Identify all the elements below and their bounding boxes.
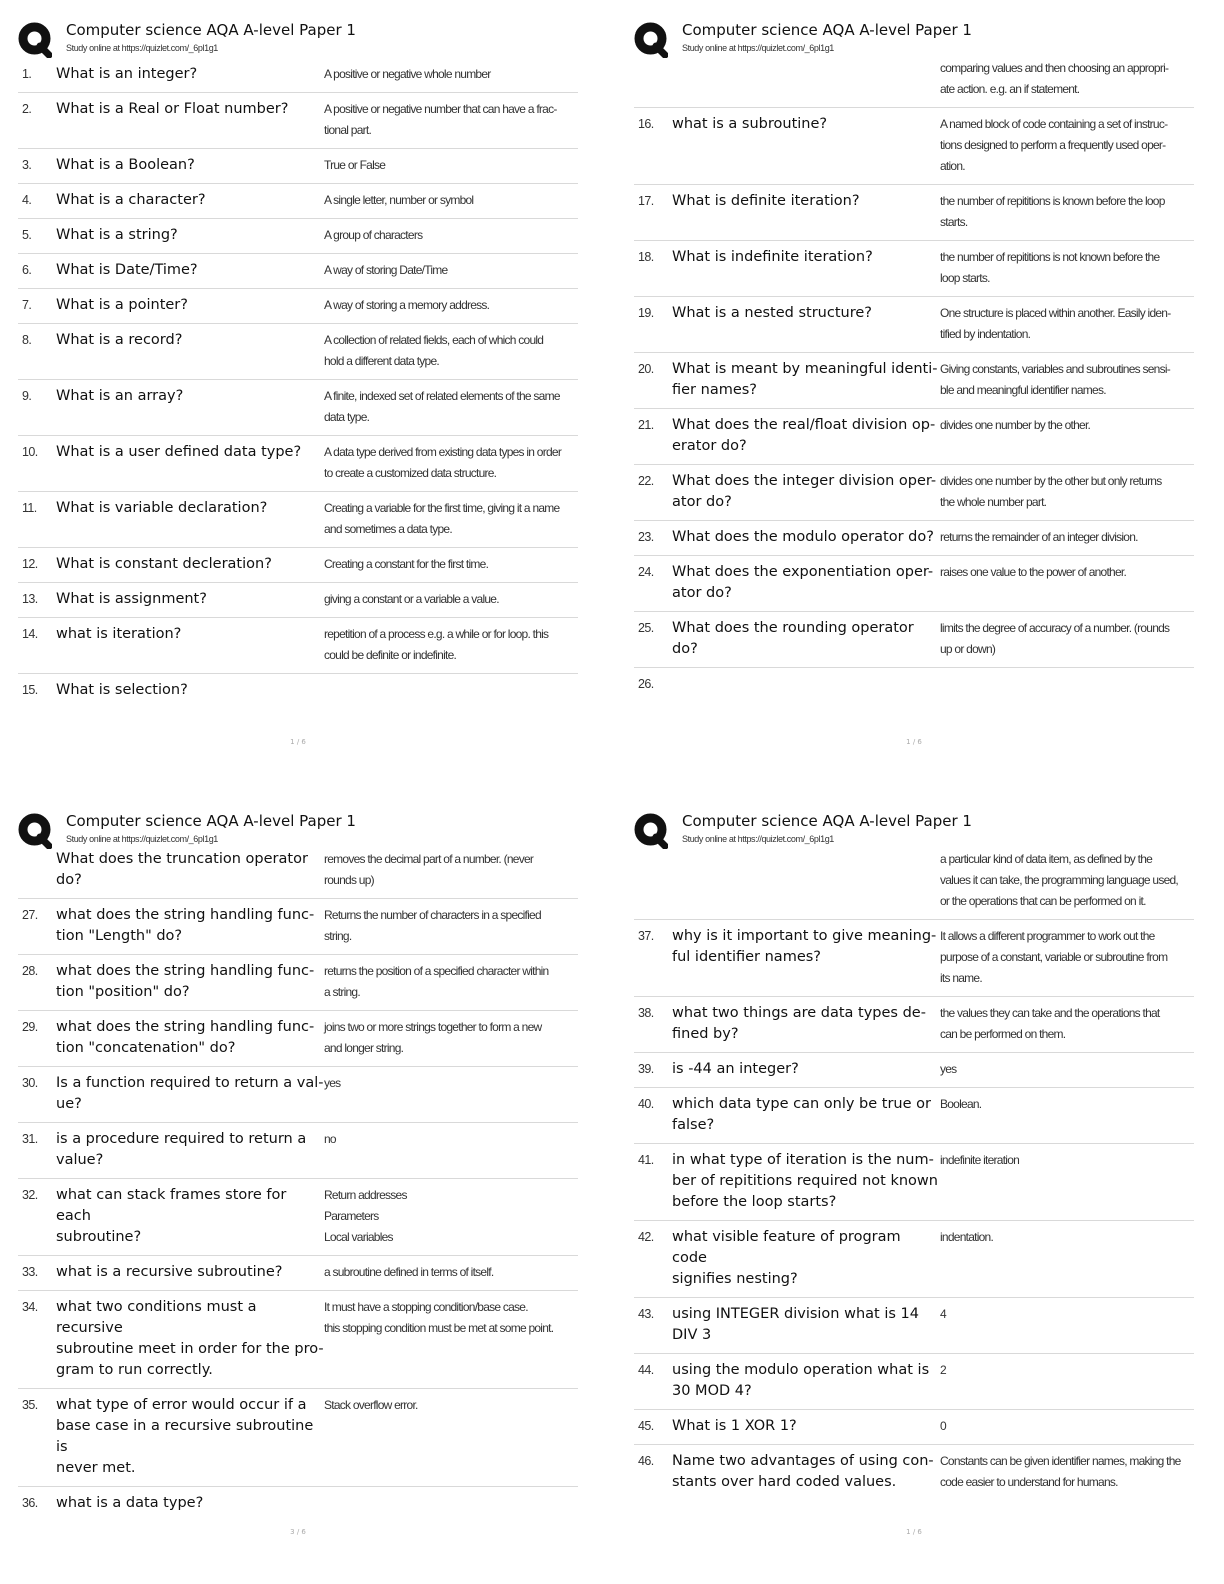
card-number: 18.: [638, 250, 654, 264]
card-number: 27.: [22, 908, 38, 922]
flashcard-row: [18, 1255, 578, 1290]
card-number: 11.: [22, 501, 37, 515]
card-number: 33.: [22, 1265, 38, 1279]
flashcard-list: [634, 58, 1194, 702]
card-definition: A named block of code containing a set of instruc- tions designed to perform a frequently used oper- ation.: [940, 117, 1168, 173]
card-term: What is variable declaration?: [56, 500, 268, 516]
quizlet-logo-icon: [18, 813, 52, 849]
card-definition: raises one value to the power of another.: [940, 565, 1127, 579]
card-definition: divides one number by the other.: [940, 418, 1091, 432]
card-term: is -44 an integer?: [672, 1061, 799, 1077]
study-online-link[interactable]: Study online at https://quizlet.com/_6pl1g1: [682, 834, 834, 844]
card-number: 37.: [638, 929, 654, 943]
card-term: what can stack frames store for each subroutine?: [56, 1187, 287, 1245]
study-online-link[interactable]: Study online at https://quizlet.com/_6pl1g1: [66, 43, 218, 53]
page-title: Computer science AQA A-level Paper 1: [682, 812, 972, 830]
card-definition: Stack overflow error.: [324, 1398, 418, 1412]
card-term: which data type can only be true or false?: [672, 1096, 931, 1133]
card-definition: the values they can take and the operations that can be performed on them.: [940, 1006, 1160, 1041]
flashcard-row: [18, 617, 578, 673]
flashcard-row: [18, 1290, 578, 1388]
card-number: 14.: [22, 627, 38, 641]
card-number: 5.: [22, 228, 32, 242]
card-definition: True or False: [324, 158, 386, 172]
card-definition: divides one number by the other but only returns the whole number part.: [940, 474, 1162, 509]
card-term: What does the integer division oper- ator do?: [672, 473, 937, 510]
card-term: What does the rounding operator do?: [672, 620, 914, 657]
card-term: why is it important to give meaning- ful identifier names?: [672, 928, 937, 965]
card-definition: Giving constants, variables and subroutines sensi- ble and meaningful identifier names.: [940, 362, 1170, 397]
card-term: What is a record?: [56, 332, 183, 348]
page-title: Computer science AQA A-level Paper 1: [66, 812, 356, 830]
page-title: Computer science AQA A-level Paper 1: [66, 21, 356, 39]
card-number: 34.: [22, 1300, 38, 1314]
card-term: what two things are data types de- fined by?: [672, 1005, 926, 1042]
card-number: 17.: [638, 194, 654, 208]
flashcard-list: [634, 849, 1194, 1500]
card-term: [672, 849, 940, 912]
card-term: What is meant by meaningful identi- fier names?: [672, 361, 938, 398]
card-definition: Returns the number of characters in a specified string.: [324, 908, 541, 943]
card-definition: returns the position of a specified character within a string.: [324, 964, 549, 999]
card-term: What is 1 XOR 1?: [672, 1418, 797, 1434]
card-number: 35.: [22, 1398, 38, 1412]
card-number: 8.: [22, 333, 32, 347]
flashcard-row: [18, 323, 578, 379]
card-number: [18, 849, 56, 891]
card-number: 38.: [638, 1006, 654, 1020]
card-definition: the number of repititions is known before the loop starts.: [940, 194, 1165, 229]
card-definition: 0: [940, 1419, 946, 1433]
flashcard-row: [18, 1010, 578, 1066]
card-definition: Boolean.: [940, 1097, 982, 1111]
flashcard-row: [634, 184, 1194, 240]
card-number: 29.: [22, 1020, 38, 1034]
flashcard-row: [18, 183, 578, 218]
flashcard-row: [634, 1087, 1194, 1143]
flashcard-row: [18, 1486, 578, 1521]
card-term: what does the string handling func- tion "concatenation" do?: [56, 1019, 315, 1056]
card-definition: indefinite iteration: [940, 1153, 1020, 1167]
page-number: 1 / 6: [906, 738, 922, 746]
card-definition: Constants can be given identifier names, making the code easier to understand for humans.: [940, 1454, 1181, 1489]
flashcard-row: [634, 611, 1194, 667]
card-number: 32.: [22, 1188, 38, 1202]
card-number: 16.: [638, 117, 654, 131]
card-term: what two conditions must a recursive subroutine meet in order for the pro- gram to run correctly.: [56, 1299, 324, 1378]
card-definition: [940, 674, 1194, 695]
study-online-link[interactable]: Study online at https://quizlet.com/_6pl1g1: [66, 834, 218, 844]
page-number: 1 / 6: [290, 738, 306, 746]
card-definition: A positive or negative number that can have a frac- tional part.: [324, 102, 557, 137]
card-number: 43.: [638, 1307, 654, 1321]
card-definition: One structure is placed within another. Easily iden- tified by indentation.: [940, 306, 1171, 341]
card-term: What is constant decleration?: [56, 556, 272, 572]
flashcard-row: [634, 240, 1194, 296]
flashcard-row: [18, 1178, 578, 1255]
flashcard-row: [18, 92, 578, 148]
card-number: 9.: [22, 389, 32, 403]
flashcard-row: [634, 1297, 1194, 1353]
card-term: what visible feature of program code signifies nesting?: [672, 1229, 901, 1287]
card-definition: a subroutine defined in terms of itself.: [324, 1265, 494, 1279]
flashcard-row: [18, 673, 578, 708]
card-definition: repetition of a process e.g. a while or for loop. this could be definite or indefinite.: [324, 627, 549, 662]
card-term: in what type of iteration is the num- ber of repititions required not known before the loop starts?: [672, 1152, 938, 1210]
card-definition: yes: [324, 1076, 341, 1090]
card-number: 6.: [22, 263, 32, 277]
card-number: 10.: [22, 445, 38, 459]
flashcard-row: [18, 58, 578, 92]
card-definition: limits the degree of accuracy of a number. (rounds up or down): [940, 621, 1170, 656]
card-number: 36.: [22, 1496, 38, 1510]
page-1: [18, 20, 598, 780]
flashcard-row: [634, 919, 1194, 996]
page-number: 3 / 6: [290, 1528, 306, 1536]
card-number: 4.: [22, 193, 32, 207]
card-number: 31.: [22, 1132, 38, 1146]
card-definition: A single letter, number or symbol: [324, 193, 474, 207]
flashcard-row: [18, 148, 578, 183]
card-term: what is iteration?: [56, 626, 182, 642]
card-definition: A positive or negative whole number: [324, 67, 491, 81]
card-number: 41.: [638, 1153, 654, 1167]
card-number: 12.: [22, 557, 38, 571]
card-definition: It allows a different programmer to work out the purpose of a constant, variable or subroutine from its name.: [940, 929, 1168, 985]
card-term: What is a pointer?: [56, 297, 188, 313]
flashcard-row: [18, 379, 578, 435]
card-definition: [324, 680, 578, 701]
flashcard-row: [634, 996, 1194, 1052]
card-number: 42.: [638, 1230, 654, 1244]
card-term: What is a nested structure?: [672, 305, 872, 321]
card-term: What is a user defined data type?: [56, 444, 302, 460]
card-term: Is a function required to return a val- ue?: [56, 1075, 324, 1112]
card-number: 20.: [638, 362, 654, 376]
flashcard-row: [634, 1143, 1194, 1220]
card-term: What is a Boolean?: [56, 157, 195, 173]
flashcard-list: [18, 849, 578, 1521]
card-term: What is an array?: [56, 388, 184, 404]
flashcard-row: [18, 898, 578, 954]
card-term: What is a Real or Float number?: [56, 101, 289, 117]
flashcard-row: [18, 435, 578, 491]
flashcard-row: [634, 555, 1194, 611]
quizlet-logo-icon: [634, 813, 668, 849]
flashcard-row: [634, 58, 1194, 107]
card-number: 24.: [638, 565, 654, 579]
card-number: 23.: [638, 530, 654, 544]
card-definition: comparing values and then choosing an appropri- ate action. e.g. an if statement.: [940, 61, 1169, 96]
page-3: [18, 811, 598, 1571]
card-number: 22.: [638, 474, 654, 488]
card-definition: no: [324, 1132, 336, 1146]
flashcard-row: [18, 849, 578, 898]
card-term: What is an integer?: [56, 66, 198, 82]
card-definition: the number of repititions is not known before the loop starts.: [940, 250, 1160, 285]
card-number: [634, 849, 672, 912]
flashcard-row: [634, 296, 1194, 352]
card-number: [634, 58, 672, 100]
flashcard-row: [634, 107, 1194, 184]
page-4: [634, 811, 1214, 1571]
card-definition: A finite, indexed set of related elements of the same data type.: [324, 389, 560, 424]
flashcard-row: [18, 253, 578, 288]
page-2: [634, 20, 1214, 780]
card-term: What is Date/Time?: [56, 262, 198, 278]
card-definition: A data type derived from existing data types in order to create a customized data structure.: [324, 445, 562, 480]
card-number: 15.: [22, 683, 38, 697]
card-definition: It must have a stopping condition/base case. this stopping condition must be met at some point.: [324, 1300, 554, 1335]
flashcard-row: [634, 1353, 1194, 1409]
card-term: [672, 58, 940, 100]
card-number: 45.: [638, 1419, 654, 1433]
card-term: using the modulo operation what is 30 MOD 4?: [672, 1362, 930, 1399]
card-number: 2.: [22, 102, 32, 116]
flashcard-row: [18, 582, 578, 617]
flashcard-row: [18, 1388, 578, 1486]
card-number: 30.: [22, 1076, 38, 1090]
card-number: 1.: [22, 67, 32, 81]
card-number: 28.: [22, 964, 38, 978]
card-number: 44.: [638, 1363, 654, 1377]
card-number: 13.: [22, 592, 38, 606]
card-number: 40.: [638, 1097, 654, 1111]
page-title: Computer science AQA A-level Paper 1: [682, 21, 972, 39]
flashcard-row: [634, 849, 1194, 919]
flashcard-row: [18, 954, 578, 1010]
quizlet-logo-icon: [634, 22, 668, 58]
card-term: Name two advantages of using con- stants over hard coded values.: [672, 1453, 934, 1490]
flashcard-row: [18, 1122, 578, 1178]
flashcard-row: [634, 667, 1194, 702]
card-definition: A collection of related fields, each of which could hold a different data type.: [324, 333, 544, 368]
card-term: What does the exponentiation oper- ator do?: [672, 564, 934, 601]
flashcard-row: [634, 1444, 1194, 1500]
flashcard-row: [18, 218, 578, 253]
card-term: what does the string handling func- tion "position" do?: [56, 963, 315, 1000]
page-number: 1 / 6: [906, 1528, 922, 1536]
card-definition: giving a constant or a variable a value.: [324, 592, 499, 606]
card-term: what is a subroutine?: [672, 116, 828, 132]
card-definition: 4: [940, 1307, 946, 1321]
card-number: 19.: [638, 306, 654, 320]
card-term: What does the modulo operator do?: [672, 529, 934, 545]
flashcard-row: [634, 520, 1194, 555]
flashcard-row: [634, 464, 1194, 520]
card-definition: Creating a variable for the first time, giving it a name and sometimes a data type.: [324, 501, 560, 536]
card-term: What is a string?: [56, 227, 178, 243]
card-term: using INTEGER division what is 14 DIV 3: [672, 1306, 919, 1343]
card-number: 7.: [22, 298, 32, 312]
card-number: 26.: [638, 677, 654, 691]
card-definition: joins two or more strings together to form a new and longer string.: [324, 1020, 542, 1055]
card-number: 21.: [638, 418, 654, 432]
card-number: 39.: [638, 1062, 654, 1076]
quizlet-logo-icon: [18, 22, 52, 58]
card-definition: returns the remainder of an integer division.: [940, 530, 1138, 544]
card-definition: A way of storing a memory address.: [324, 298, 490, 312]
card-definition: [324, 1493, 578, 1514]
card-term: What is indefinite iteration?: [672, 249, 873, 265]
card-definition: A group of characters: [324, 228, 423, 242]
flashcard-row: [18, 1066, 578, 1122]
card-term: What is a character?: [56, 192, 206, 208]
flashcard-row: [634, 1052, 1194, 1087]
card-term: What is assignment?: [56, 591, 207, 607]
card-term: What does the truncation operator do?: [56, 851, 308, 888]
card-definition: 2: [940, 1363, 946, 1377]
card-term: What is selection?: [56, 682, 188, 698]
flashcard-row: [18, 547, 578, 582]
flashcard-row: [18, 288, 578, 323]
card-definition: Return addresses Parameters Local variables: [324, 1188, 407, 1244]
card-definition: removes the decimal part of a number. (never rounds up): [324, 852, 534, 887]
card-definition: Creating a constant for the first time.: [324, 557, 489, 571]
card-term: what does the string handling func- tion "Length" do?: [56, 907, 315, 944]
study-online-link[interactable]: Study online at https://quizlet.com/_6pl1g1: [682, 43, 834, 53]
card-definition: indentation.: [940, 1230, 994, 1244]
card-term: [672, 674, 940, 695]
flashcard-row: [634, 1409, 1194, 1444]
card-term: what is a data type?: [56, 1495, 204, 1511]
card-term: what type of error would occur if a base case in a recursive subroutine is never met.: [56, 1397, 314, 1476]
card-term: What does the real/float division op- erator do?: [672, 417, 936, 454]
card-definition: yes: [940, 1062, 957, 1076]
flashcard-list: [18, 58, 578, 708]
flashcard-row: [634, 1220, 1194, 1297]
card-number: 46.: [638, 1454, 654, 1468]
card-definition: a particular kind of data item, as defined by the values it can take, the programming language used, or the operations that can be performed on it.: [940, 852, 1179, 908]
flashcard-row: [634, 352, 1194, 408]
card-number: 25.: [638, 621, 654, 635]
card-number: 3.: [22, 158, 32, 172]
card-term: what is a recursive subroutine?: [56, 1264, 283, 1280]
flashcard-row: [634, 408, 1194, 464]
card-term: is a procedure required to return a value?: [56, 1131, 307, 1168]
card-definition: A way of storing Date/Time: [324, 263, 448, 277]
card-term: What is definite iteration?: [672, 193, 860, 209]
flashcard-row: [18, 491, 578, 547]
